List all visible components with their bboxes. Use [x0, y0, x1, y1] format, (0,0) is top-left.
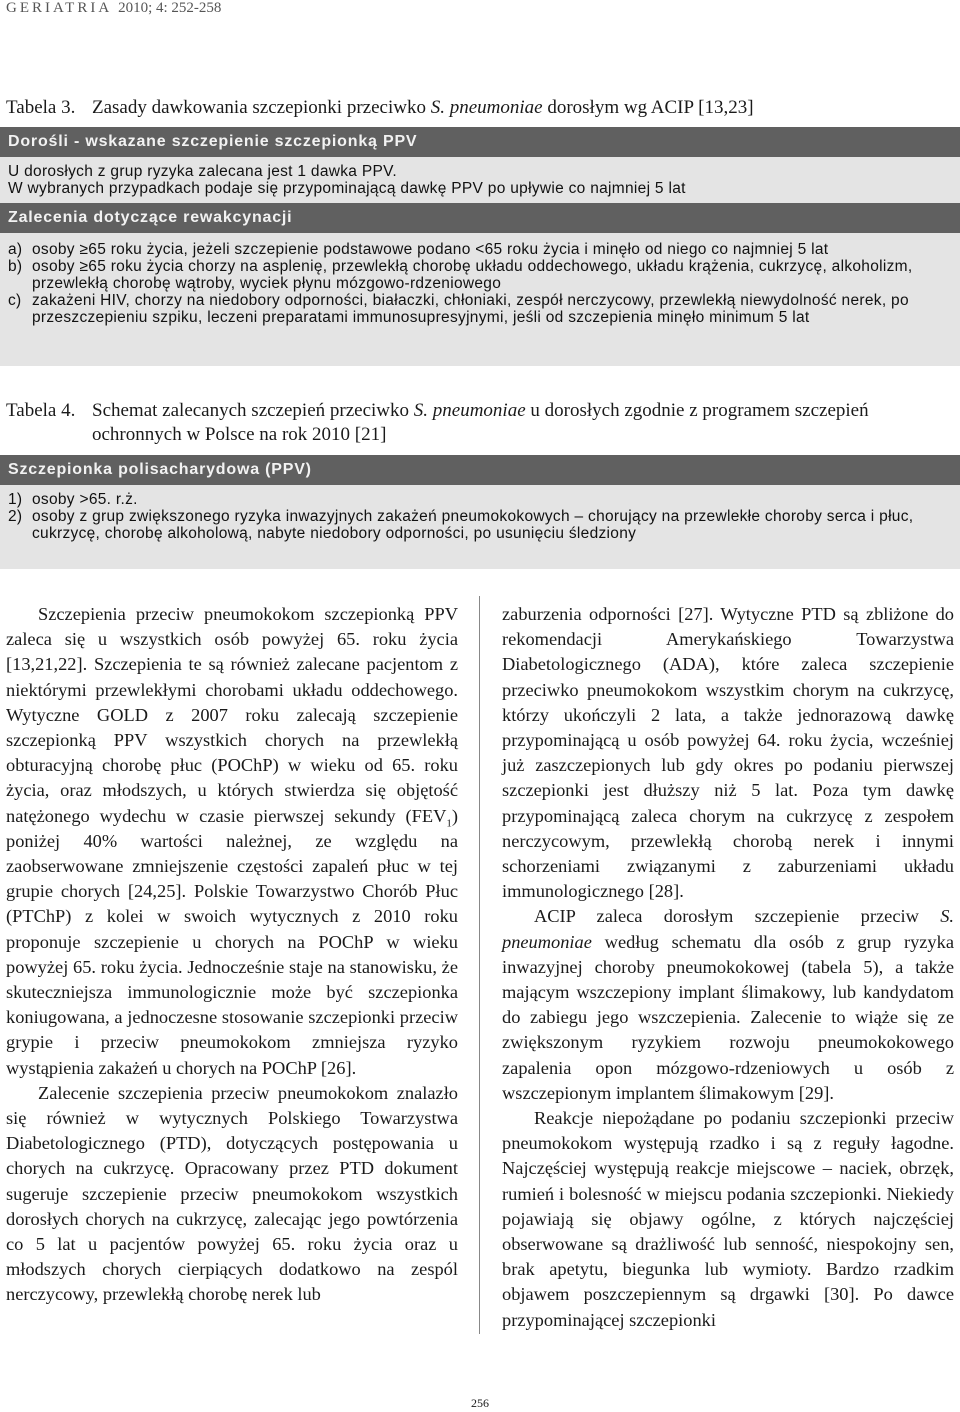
- paragraph: zaburzenia odporności [27]. Wytyczne PTD są zbliżone do rekomendacji Amerykańskiego Towarzystwa Diabetologicznego (ADA), które zaleca szczepienie przeciwko pneumokokom wszystkim chorym na cukrzycę, którzy ukończyli 2 lata, a także jednorazową dawkę przypominającą u osób powyżej 64. roku życia, wcześniej już zaszczepionych lub gdy okres po podaniu pierwszej szczepionki jest dłuższy niż 5 lat. Poza tym dawkę przypominającą zaleca chorym na cukrzycę z zespołem nerczycowym, przewlekłą chorobą nerek i innymi schorzeniami związanymi z zaburzeniami układu immunologicznego [28].: [502, 604, 954, 902]
- table3-row-line1: U dorosłych z grup ryzyka zalecana jest 1 dawka PPV.: [8, 163, 397, 180]
- table4-caption-italic: S. pneumoniae: [413, 400, 526, 421]
- table3-header-revaccination: Zalecenia dotyczące rewakcynacji: [0, 203, 960, 233]
- table4-header: Szczepionka polisacharydowa (PPV): [0, 455, 960, 485]
- paragraph: Zalecenie szczepienia przeciw pneumokokom znalazło się również w wytycznych Polskiego Towarzystwa Diabetologicznego (PTD), dotyczących postępowania u chorych na cukrzycę. Opracowany przez PTD dokument sugeruje szczepienie przeciw pneumokokom wszystkich dorosłych chorych na cukrzycę, zalecając jego powtórzenia co 5 lat u pacjentów powyżej 65. roku życia oraz u młodszych chorych cierpiących dodatkowo na zespól nerczycowy, przewlekłą chorobę nerek lub: [6, 1082, 458, 1305]
- paragraph-text: według schematu dla osób z grup ryzyka inwazyjnej choroby pneumokokowej (tabela 5), a także mającym wszczepiony implant ślimakowy, lub kandydatom do zabiegu jego wszczepienia. Zalecenie to wiąże się ze zwiększonym ryzykiem rozwoju pneumokokowego zapalenia opon mózgowo-rdzeniowych u osób z wszczepionym implantem ślimakowym [29].: [502, 931, 954, 1103]
- table3-revaccination-list: [0, 233, 960, 326]
- list-marker: 1): [8, 491, 23, 508]
- page-number: 256: [471, 1396, 489, 1410]
- list-text: osoby >65. r.ż.: [32, 491, 138, 508]
- table4: [0, 455, 960, 569]
- list-text: zakażeni HIV, chorzy na niedobory odporności, białaczki, chłoniaki, zespół nerczycowy, przewlekłą niewydolność nerek, po przeszczepieniu szpiku, leczeni preparatami immunosupresyjnymi, jeśli od szczepienia minęło minimum 5 lat: [32, 292, 909, 326]
- list-item: [8, 491, 952, 508]
- table3-row-adults: [0, 157, 960, 203]
- list-item: [8, 292, 952, 326]
- list-item: [8, 258, 952, 292]
- species-italic: S. pneumoniae: [502, 906, 954, 952]
- table4-label: Tabela 4.: [6, 400, 76, 421]
- list-marker: a): [8, 241, 23, 258]
- list-marker: 2): [8, 508, 23, 525]
- list-marker: c): [8, 292, 22, 309]
- list-text: osoby ≥65 roku życia chorzy na asplenię, przewlekłą chorobę układu oddechowego, układu krążenia, cukrzycę, alkoholizm, przewlekłą chorobę wątroby, wyciek płynu mózgowo-rdzeniowego: [32, 258, 913, 292]
- list-marker: b): [8, 258, 23, 275]
- paragraph: Reakcje niepożądane po podaniu szczepionki przeciw pneumokokom występują rzadko i są z reguły łagodne. Najczęściej występują reakcje miejscowe – naciek, obrzęk, rumień i bolesność w miejscu podania szczepionki. Niekiedy pojawiają się objawy ogólne, z których najczęściej obserwowane są drażliwość lub senność, niespokojny sen, brak apetytu, biegunka lub wymioty. Bardzo rzadkim objawem poszczepiennym są drgawki [30]. Po dawce przypominającej szczepionki: [502, 1108, 954, 1330]
- list-text: osoby ≥65 roku życia, jeżeli szczepienie podstawowe podano <65 roku życia i minęło od niego co najmniej 5 lat: [32, 241, 829, 258]
- list-text: osoby z grup zwiększonego ryzyka inwazyjnych zakażeń pneumokokowych – chorujący na przewlekłe choroby serca i płuc, cukrzycę, chorobę alkoholową, nabyte niedobory odporności, po usunięciu śledziony: [32, 508, 914, 542]
- table4-list: [0, 485, 960, 542]
- table3-row-line2: W wybranych przypadkach podaje się przypominającą dawkę PPV po upływie co najmniej 5 lat: [8, 180, 686, 197]
- paragraph: [502, 904, 954, 1106]
- table4-caption-post: u dorosłych zgodnie z programem szczepień: [525, 400, 869, 421]
- body-right-column: [502, 602, 954, 1333]
- table3-caption-italic: S. pneumoniae: [430, 97, 543, 118]
- table3-label: Tabela 3.: [6, 97, 76, 118]
- paragraph-text: ) poniżej 40% wartości należnej, ze względu na zaobserwowane zmniejszenie częstości zapaleń płuc w tej grupie chorych [24,25]. Polskie Towarzystwo Chorób Płuc (PTChP) z kolei w swoich wytycznych z 2010 roku proponuje szczepienie u chorych na POChP w wieku powyżej 65. roku życia. Jednocześnie staje na stanowisku, że skuteczniejsza immunologicznie może być szczepionka koniugowana, a jednoczesne stosowanie szczepionki przeciw grypie i przeciw pneumokokom zmniejsza ryzyko wystąpienia zakażeń u chorych na POChP [26].: [6, 805, 458, 1078]
- subscript: 1: [446, 817, 452, 830]
- journal-volume: 2010; 4: 252-258: [118, 0, 222, 16]
- column-divider: [479, 596, 480, 1334]
- list-item: [8, 508, 952, 542]
- journal-name: GERIATRIA: [6, 0, 112, 16]
- table4-caption-line2: ochronnych w Polsce na rok 2010 [21]: [92, 424, 387, 445]
- paragraph-text: Szczepienia przeciw pneumokokom szczepionką PPV zaleca się u wszystkich osób powyżej 65. roku życia [13,21,22]. Szczepienia te są również zalecane pacjentom z niektórymi przewlekłymi chorobami układu oddechowego. Wytyczne GOLD z 2007 roku zalecają szczepienie szczepionką PPV wszystkich chorych na przewlekłą obturacyjną chorobę płuc (POChP) w wieku od 65. roku życia, oraz młodszych, u których stwierdza się objętość natężonego wydechu w czasie pierwszej sekundy (FEV: [6, 604, 458, 826]
- table3-caption-pre: Zasady dawkowania szczepionki przeciwko: [92, 97, 431, 118]
- table3: [0, 127, 960, 366]
- table3-header-adults: Dorośli - wskazane szczepienie szczepionką PPV: [0, 127, 960, 157]
- body-left-column: [6, 602, 458, 1308]
- table4-caption-pre: Schemat zalecanych szczepień przeciwko: [92, 400, 414, 421]
- list-item: [8, 241, 952, 258]
- table4-caption: [6, 399, 869, 447]
- paragraph-text: ACIP zaleca dorosłym szczepienie przeciw: [534, 906, 941, 927]
- table3-caption-post: dorosłym wg ACIP [13,23]: [542, 97, 754, 118]
- running-head: [6, 0, 221, 17]
- table3-caption: [6, 96, 754, 120]
- paragraph: [6, 602, 458, 1081]
